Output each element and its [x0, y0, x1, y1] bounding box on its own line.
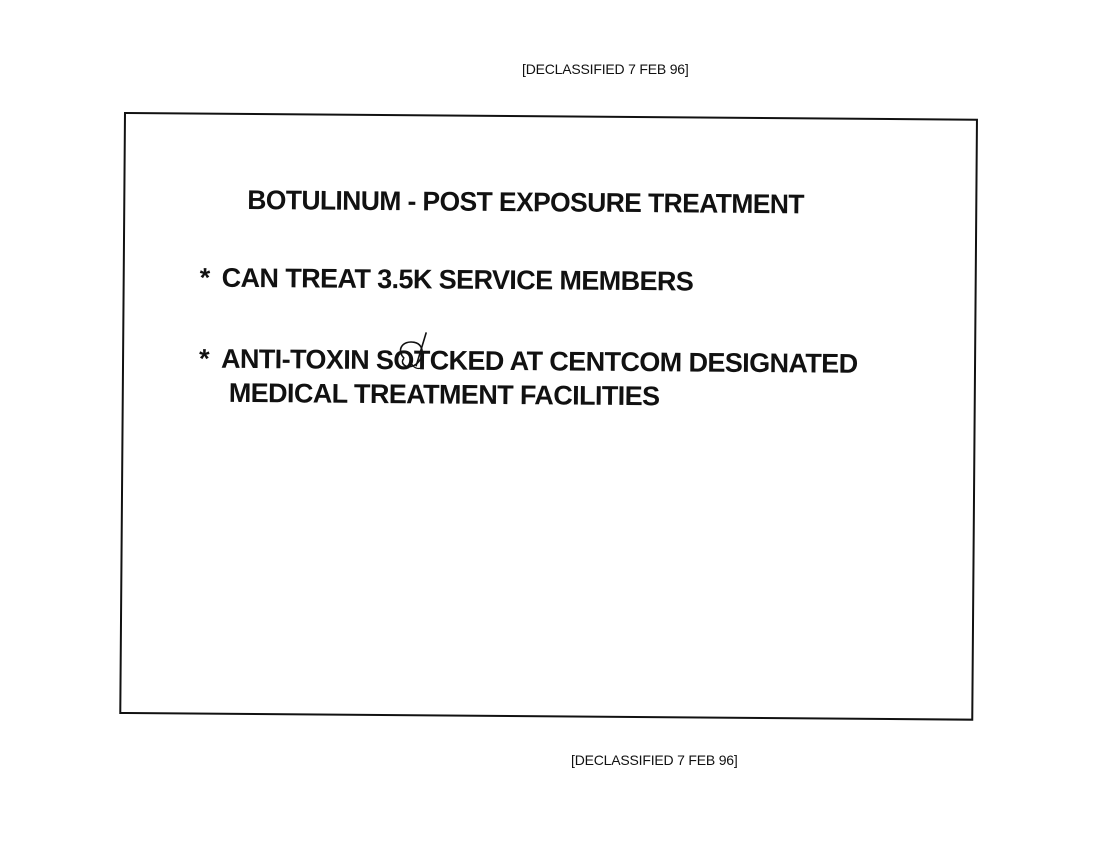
bullet-text-continuation: MEDICAL TREATMENT FACILITIES — [228, 377, 660, 412]
declassified-stamp-top: [DECLASSIFIED 7 FEB 96] — [522, 61, 689, 77]
handwritten-correction-mark — [386, 328, 446, 378]
bullet-text: CAN TREAT 3.5K SERVICE MEMBERS — [221, 262, 694, 297]
slide-title: BOTULINUM - POST EXPOSURE TREATMENT — [247, 184, 805, 220]
declassified-stamp-bottom: [DECLASSIFIED 7 FEB 96] — [571, 752, 738, 768]
bullet-marker: * — [199, 262, 210, 293]
bullet-item — [200, 260, 694, 300]
bullet-text: ANTI-TOXIN SOTCKED AT CENTCOM DESIGNATED — [220, 343, 858, 379]
bullet-marker: * — [198, 343, 210, 374]
bullet-item — [199, 341, 858, 416]
slide-frame — [119, 112, 978, 721]
